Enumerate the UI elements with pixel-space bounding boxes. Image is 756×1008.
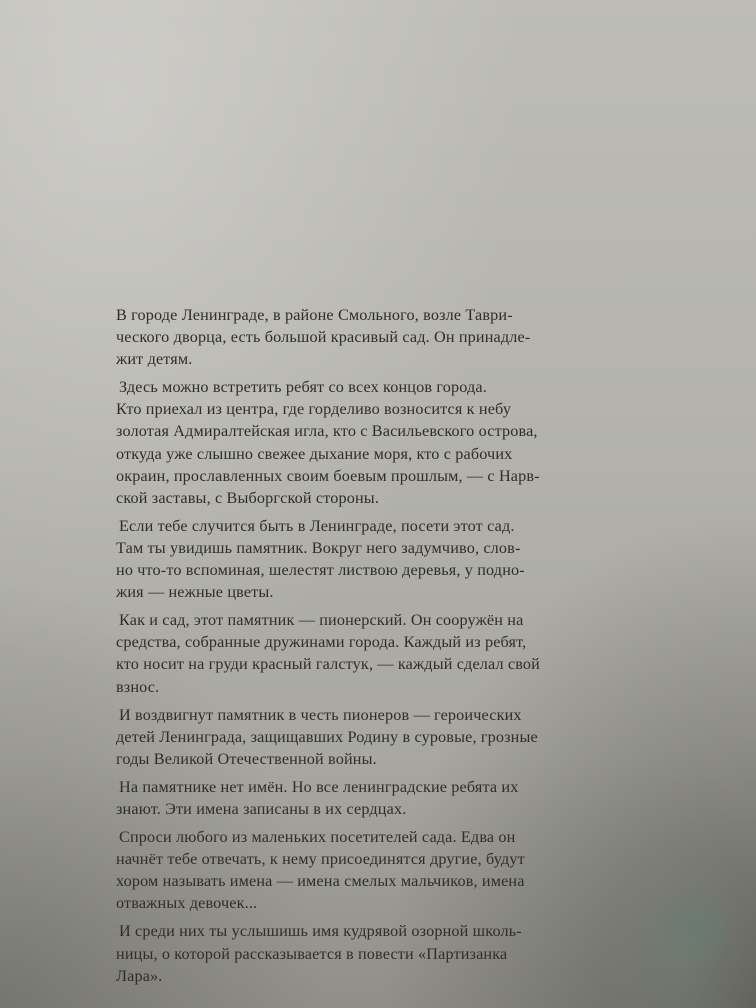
text-line: начнёт тебе отвечать, к нему присоединятся другие, будут — [116, 850, 525, 869]
paragraph-2 — [116, 376, 716, 509]
text-line: Там ты увидишь памятник. Вокруг него задумчиво, слов- — [116, 538, 521, 557]
text-line: Кто приехал из центра, где горделиво возносится к небу — [116, 400, 512, 419]
text-line: взнос. — [116, 677, 160, 696]
text-line: Как и сад, этот памятник — пионерский. Он сооружён на — [119, 611, 524, 630]
text-line: окраин, прославленных своим боевым прошлым, — с Нарв- — [116, 466, 540, 485]
text-line: И среди них ты услышишь имя кудрявой озорной школь- — [119, 922, 522, 941]
text-line: детей Ленинграда, защищавших Родину в суровые, грозные — [116, 727, 538, 746]
text-line: Лара». — [116, 966, 163, 985]
paragraph-3 — [116, 515, 716, 603]
text-line: Если тебе случится быть в Ленинграде, посети этот сад. — [119, 516, 515, 535]
paragraph-8 — [116, 920, 716, 986]
text-line: отважных девочек... — [116, 894, 258, 913]
body-text — [116, 304, 716, 993]
text-line: ской заставы, с Выборгской стороны. — [116, 488, 380, 507]
text-line: Здесь можно встретить ребят со всех концов города. — [119, 378, 487, 397]
text-line: знают. Эти имена записаны в их сердцах. — [116, 799, 407, 818]
text-line: годы Великой Отечественной войны. — [116, 749, 377, 768]
text-line: Спроси любого из маленьких посетителей сада. Едва он — [119, 828, 516, 847]
text-line: В городе Ленинграде, в районе Смольного, возле Таври- — [116, 306, 513, 324]
text-line: На памятнике нет имён. Но все ленинградские ребята их — [119, 777, 519, 796]
text-line: жит детям. — [116, 350, 193, 369]
paragraph-4 — [116, 609, 716, 697]
paragraph-7 — [116, 826, 716, 914]
text-line: ницы, о которой рассказывается в повести «Партизанка — [116, 944, 508, 963]
text-line: средства, собранные дружинами города. Каждый из ребят, — [116, 633, 527, 652]
text-line: откуда уже слышно свежее дыхание моря, кто с рабочих — [116, 444, 513, 463]
paragraph-1 — [116, 304, 716, 370]
text-line: ческого дворца, есть большой красивый сад. Он принадле- — [116, 328, 531, 347]
text-line: хором называть имена — имена смелых мальчиков, имена — [116, 872, 525, 891]
paragraph-5 — [116, 704, 716, 770]
text-line: но что-то вспоминая, шелестят листвою деревья, у подно- — [116, 561, 525, 580]
text-line: И воздвигнут памятник в честь пионеров — героических — [119, 705, 522, 724]
paragraph-6 — [116, 776, 716, 820]
text-line: кто носит на груди красный галстук, — каждый сделал свой — [116, 655, 540, 674]
text-line: золотая Адмиралтейская игла, кто с Васильевского острова, — [116, 422, 538, 441]
text-line: жия — нежные цветы. — [116, 583, 274, 602]
